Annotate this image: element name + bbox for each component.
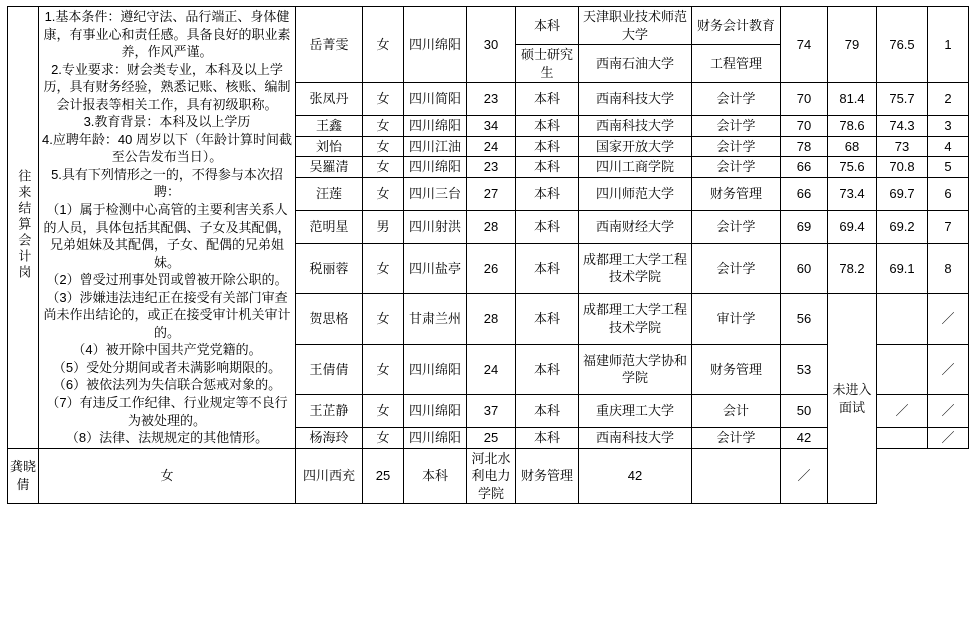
score-total: 76.5 [877,7,928,83]
candidate-education: 本科 [516,7,579,45]
candidate-education: 本科 [516,294,579,344]
score-written: 50 [781,395,828,428]
candidate-school: 四川工商学院 [579,157,692,178]
candidate-rank: 7 [928,210,969,243]
candidate-name: 范明星 [296,210,363,243]
candidate-place: 甘肃兰州 [404,294,467,344]
condition-line: 3.教育背景：本科及以上学历 [83,114,251,130]
score-interview: 79 [828,7,877,83]
condition-line: （3）涉嫌违法违纪正在接受有关部门审查尚未作出结论的，或正在接受审计机关审计的。 [43,289,291,340]
candidate-education-2: 硕士研究生 [516,45,579,83]
score-total: 69.7 [877,177,928,210]
candidate-rank: 3 [928,116,969,137]
candidate-sex: 女 [363,294,404,344]
candidate-name: 刘怡 [296,136,363,157]
candidate-name: 岳菁雯 [296,7,363,83]
candidate-education: 本科 [516,177,579,210]
candidate-age: 26 [467,243,516,293]
document-sheet [0,6,955,636]
candidate-major-2: 工程管理 [692,45,781,83]
candidates-table [7,6,969,504]
score-total: ／ [877,395,928,428]
candidate-major: 财务会计教育 [692,7,781,45]
candidate-place: 四川盐亭 [404,243,467,293]
candidate-place: 四川江油 [404,136,467,157]
score-total: 74.3 [877,116,928,137]
candidate-rank: ／ [928,395,969,428]
candidate-sex: 女 [363,116,404,137]
candidate-place: 四川绵阳 [404,157,467,178]
score-interview: 78.6 [828,116,877,137]
candidate-age: 23 [467,83,516,116]
score-total [692,448,781,504]
candidate-place: 四川绵阳 [404,7,467,83]
candidate-sex: 女 [363,428,404,449]
candidate-place: 四川绵阳 [404,395,467,428]
candidate-school: 福建师范大学协和学院 [579,344,692,394]
candidate-sex: 女 [363,83,404,116]
score-written: 56 [781,294,828,344]
candidate-place: 四川射洪 [404,210,467,243]
candidate-school: 国家开放大学 [579,136,692,157]
post-label: 往来结算会计岗 [16,169,32,282]
score-written: 42 [781,428,828,449]
candidate-rank: 6 [928,177,969,210]
candidate-major: 会计学 [692,136,781,157]
score-written: 78 [781,136,828,157]
candidate-rank: 5 [928,157,969,178]
candidate-rank: 2 [928,83,969,116]
score-total [877,428,928,449]
score-interview: 75.6 [828,157,877,178]
candidate-major: 会计学 [692,116,781,137]
condition-line: 1.基本条件：遵纪守法、品行端正、身体健康，有事业心和责任感。具备良好的职业素养，作风严谨。 [43,9,291,60]
candidate-sex: 女 [363,344,404,394]
candidate-name: 王芷静 [296,395,363,428]
candidate-sex: 女 [363,177,404,210]
candidate-major: 会计学 [692,210,781,243]
score-interview: 68 [828,136,877,157]
candidate-major: 财务管理 [692,177,781,210]
condition-line: （8）法律、法规规定的其他情形。 [65,430,269,446]
score-interview: 78.2 [828,243,877,293]
candidate-age: 27 [467,177,516,210]
candidate-major: 会计学 [692,83,781,116]
condition-line: （4）被开除中国共产党党籍的。 [72,342,262,358]
candidate-sex: 女 [363,136,404,157]
candidate-school: 河北水利电力学院 [467,448,516,504]
score-written: 69 [781,210,828,243]
candidate-school-2: 西南石油大学 [579,45,692,83]
table-row [8,7,969,45]
score-total: 69.1 [877,243,928,293]
candidate-age: 24 [467,344,516,394]
score-written: 66 [781,177,828,210]
candidate-name: 吴羅清 [296,157,363,178]
candidate-sex: 女 [363,157,404,178]
candidate-major: 审计学 [692,294,781,344]
score-written: 70 [781,83,828,116]
score-interview: 73.4 [828,177,877,210]
candidate-rank: 8 [928,243,969,293]
candidate-school: 西南财经大学 [579,210,692,243]
candidate-name: 王倩倩 [296,344,363,394]
score-written: 70 [781,116,828,137]
score-total: 73 [877,136,928,157]
candidate-major: 会计 [692,395,781,428]
candidate-sex: 女 [363,395,404,428]
candidate-sex: 女 [363,7,404,83]
candidate-rank: ／ [928,344,969,394]
candidate-age: 28 [467,294,516,344]
condition-line: （2）曾受过刑事处罚或曾被开除公职的。 [46,272,288,288]
score-total [877,344,928,394]
score-written: 66 [781,157,828,178]
candidate-name: 王鑫 [296,116,363,137]
candidate-rank: 4 [928,136,969,157]
candidate-age: 30 [467,7,516,83]
candidate-name: 贺思格 [296,294,363,344]
score-written: 74 [781,7,828,83]
candidate-age: 24 [467,136,516,157]
candidate-place: 四川绵阳 [404,428,467,449]
score-interview: 81.4 [828,83,877,116]
candidate-rank: 1 [928,7,969,83]
candidate-rank: ／ [928,428,969,449]
candidate-school: 西南科技大学 [579,116,692,137]
candidate-major: 财务管理 [692,344,781,394]
candidate-education: 本科 [516,157,579,178]
candidate-name: 杨海玲 [296,428,363,449]
score-written: 60 [781,243,828,293]
candidate-place: 四川绵阳 [404,344,467,394]
candidate-major: 会计学 [692,157,781,178]
candidate-education: 本科 [516,344,579,394]
score-total: 75.7 [877,83,928,116]
condition-line: 5.具有下列情形之一的，不得参与本次招聘： [51,166,283,200]
candidate-major: 会计学 [692,243,781,293]
conditions-cell [39,7,296,449]
candidate-major: 财务管理 [516,448,579,504]
candidate-place: 四川简阳 [404,83,467,116]
candidate-major: 会计学 [692,428,781,449]
candidate-name: 税丽蓉 [296,243,363,293]
candidate-education: 本科 [516,243,579,293]
candidate-rank: ／ [781,448,828,504]
candidate-school: 西南科技大学 [579,428,692,449]
candidate-age: 25 [467,428,516,449]
candidate-age: 28 [467,210,516,243]
candidate-school: 重庆理工大学 [579,395,692,428]
post-cell [8,7,39,449]
candidate-education: 本科 [516,428,579,449]
candidate-name: 张凤丹 [296,83,363,116]
condition-line: （1）属于检测中心高管的主要利害关系人的人员，具体包括其配偶、子女及其配偶，兄弟姐妹及其配偶，子女、配偶的兄弟姐妹。 [43,202,291,270]
candidate-place: 四川西充 [296,448,363,504]
condition-line: （7）有违反工作纪律、行业规定等不良行为被处理的。 [46,395,288,428]
candidate-sex: 女 [363,243,404,293]
candidate-education: 本科 [516,395,579,428]
candidate-school: 成都理工大学工程技术学院 [579,243,692,293]
candidate-education: 本科 [516,83,579,116]
candidate-name: 龚晓倩 [8,448,39,504]
score-written: 53 [781,344,828,394]
candidate-age: 34 [467,116,516,137]
condition-line: （5）受处分期间或者未满影响期限的。 [52,359,282,375]
candidate-age: 37 [467,395,516,428]
candidate-sex: 女 [39,448,296,504]
score-total [877,294,928,344]
score-total: 69.2 [877,210,928,243]
candidate-place: 四川绵阳 [404,116,467,137]
candidate-school: 西南科技大学 [579,83,692,116]
candidate-rank: ／ [928,294,969,344]
candidate-school: 天津职业技术师范大学 [579,7,692,45]
not-interviewed-note: 未进入面试 [828,294,877,504]
table-row [8,448,969,504]
score-interview: 69.4 [828,210,877,243]
candidate-age: 25 [363,448,404,504]
candidate-sex: 男 [363,210,404,243]
candidate-education: 本科 [516,136,579,157]
condition-line: （6）被依法列为失信联合惩戒对象的。 [52,377,282,393]
candidate-place: 四川三台 [404,177,467,210]
candidate-education: 本科 [404,448,467,504]
score-total: 70.8 [877,157,928,178]
candidate-school: 成都理工大学工程技术学院 [579,294,692,344]
candidate-age: 23 [467,157,516,178]
candidate-name: 汪莲 [296,177,363,210]
candidate-education: 本科 [516,116,579,137]
condition-line: 4.应聘年龄：40 周岁以下（年龄计算时间截至公告发布当日）。 [42,131,292,165]
candidate-school: 四川师范大学 [579,177,692,210]
condition-line: 2.专业要求：财会类专业，本科及以上学历，具有财务经验，熟悉记账、核账、编制会计报表等相关工作，具有初级职称。 [43,61,291,112]
candidate-education: 本科 [516,210,579,243]
score-written: 42 [579,448,692,504]
